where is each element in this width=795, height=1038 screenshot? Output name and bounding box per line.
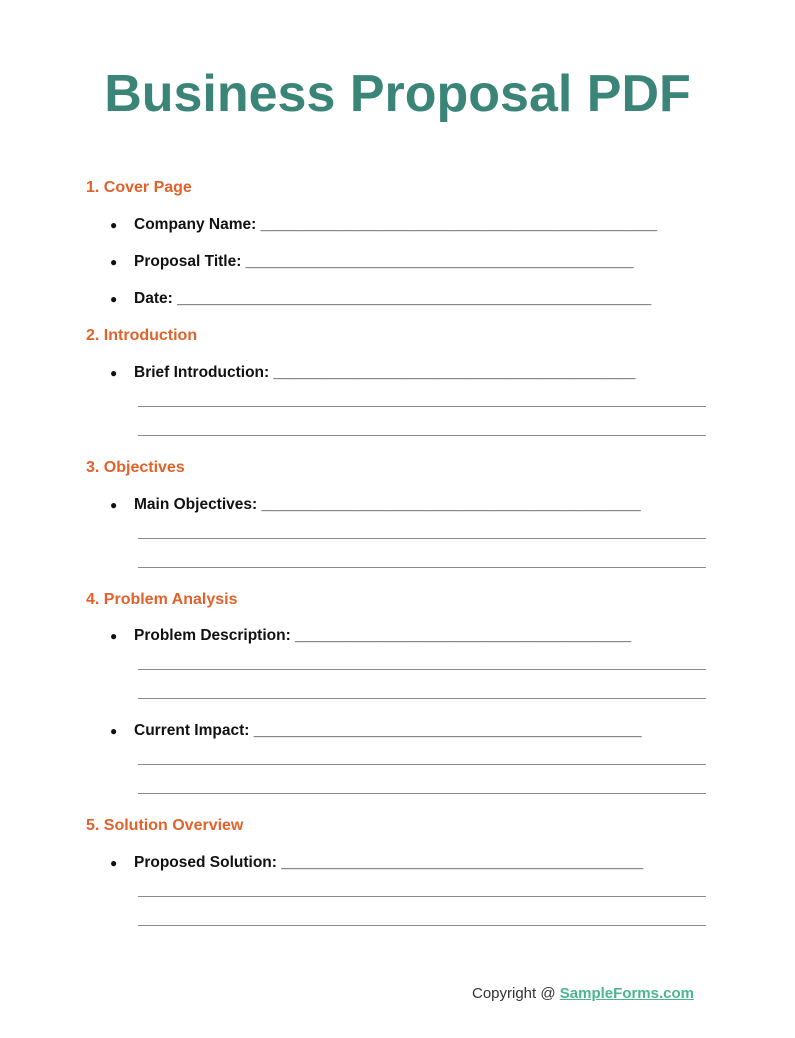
bullet-icon: ● xyxy=(110,366,118,380)
field-label: Main Objectives: ____________________________________________ xyxy=(134,496,641,513)
writing-line[interactable] xyxy=(138,669,706,670)
bullet-icon: ● xyxy=(110,292,118,306)
field-company-name[interactable] xyxy=(110,215,657,235)
writing-line[interactable] xyxy=(138,793,706,794)
field-proposed-solution[interactable] xyxy=(110,853,643,873)
bullet-icon: ● xyxy=(110,498,118,512)
field-date[interactable] xyxy=(110,289,651,309)
field-label: Company Name: ______________________________________________ xyxy=(134,216,658,233)
section-heading-cover-page: 1. Cover Page xyxy=(86,179,192,196)
page-title: Business Proposal PDF xyxy=(104,65,691,123)
writing-line[interactable] xyxy=(138,764,706,765)
section-heading-solution-overview: 5. Solution Overview xyxy=(86,817,244,834)
field-label: Problem Description: _______________________________________ xyxy=(134,627,632,644)
bullet-icon: ● xyxy=(110,856,118,870)
field-main-objectives[interactable] xyxy=(110,495,641,515)
brand-link[interactable]: SampleForms.com xyxy=(559,985,694,1002)
section-heading-objectives: 3. Objectives xyxy=(86,459,185,476)
writing-line[interactable] xyxy=(138,698,706,699)
writing-line[interactable] xyxy=(138,435,706,436)
section-heading-introduction: 2. Introduction xyxy=(86,327,198,344)
writing-line[interactable] xyxy=(138,925,706,926)
field-proposal-title[interactable] xyxy=(110,252,634,272)
field-label: Date: _______________________________________________________ xyxy=(134,290,652,307)
bullet-icon: ● xyxy=(110,218,118,232)
writing-line[interactable] xyxy=(138,406,706,407)
writing-line[interactable] xyxy=(138,538,706,539)
field-label: Proposed Solution: __________________________________________ xyxy=(134,854,644,871)
field-label: Current Impact: _____________________________________________ xyxy=(134,722,642,739)
field-problem-description[interactable] xyxy=(110,626,631,646)
writing-line[interactable] xyxy=(138,896,706,897)
copyright-text: Copyright @ xyxy=(472,985,560,1002)
field-label: Proposal Title: _____________________________________________ xyxy=(134,253,634,270)
section-heading-problem-analysis: 4. Problem Analysis xyxy=(86,591,238,608)
writing-line[interactable] xyxy=(138,567,706,568)
field-label: Brief Introduction: __________________________________________ xyxy=(134,364,636,381)
bullet-icon: ● xyxy=(110,629,118,643)
bullet-icon: ● xyxy=(110,724,118,738)
field-brief-introduction[interactable] xyxy=(110,363,636,383)
bullet-icon: ● xyxy=(110,255,118,269)
copyright-footer xyxy=(472,984,694,1004)
field-current-impact[interactable] xyxy=(110,721,642,741)
